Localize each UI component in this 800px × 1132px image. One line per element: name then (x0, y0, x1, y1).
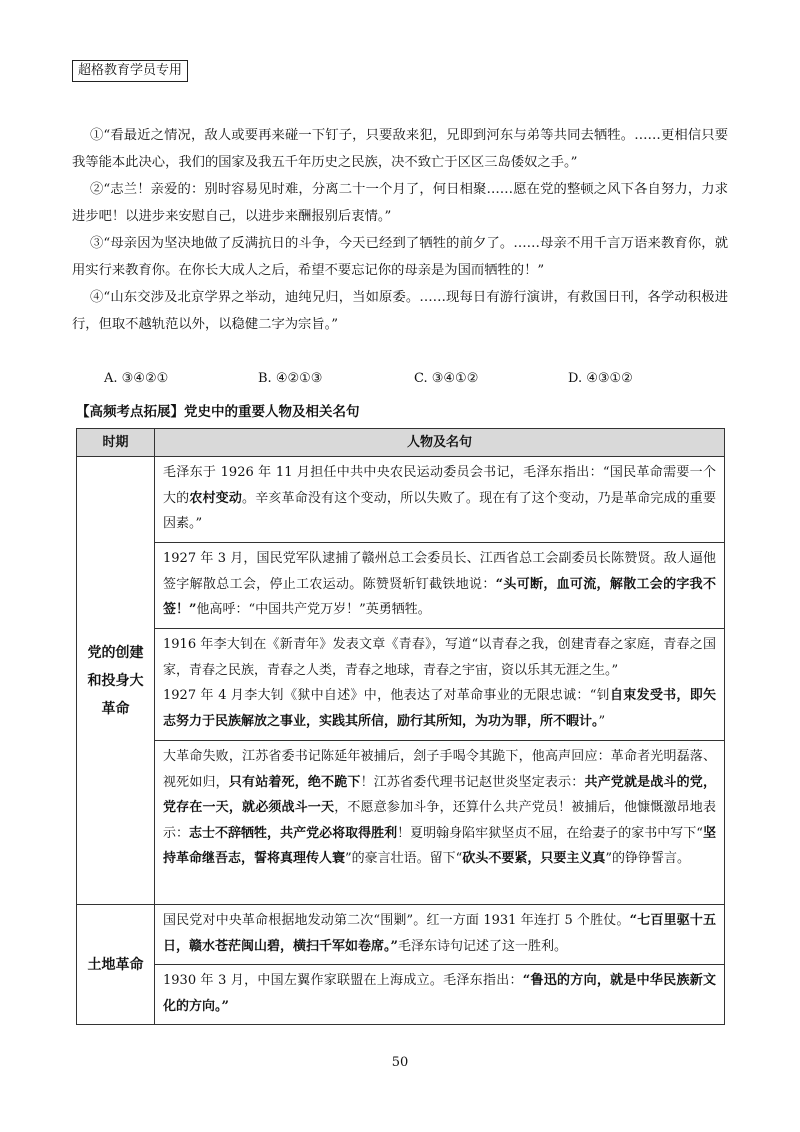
table-row (77, 741, 725, 905)
header-figures: 人物及名句 (155, 429, 725, 457)
table-row (77, 543, 725, 629)
option-d: D. ④③①② (568, 371, 633, 386)
passage-3: ③“母亲因为坚决地做了反满抗日的斗争，今天已经到了牺牲的前夕了。……母亲不用千言万语来教育你，就用实行来教育你。在你长大成人之后，希望不要忘记你的母亲是为国而牺牲的！” (72, 236, 728, 278)
quote-cell: 1930 年 3 月，中国左翼作家联盟在上海成立。毛泽东指出：“鲁迅的方向，就是中华民族新文化的方向。” (155, 965, 725, 1025)
figures-table (76, 428, 725, 1025)
answer-options (104, 368, 704, 390)
table-row (77, 965, 725, 1025)
table-row (77, 629, 725, 741)
quote-cell: 1927 年 3 月，国民党军队逮捕了赣州总工会委员长、江西省总工会副委员长陈赞贤。敌人逼他签字解散总工会，停止工农运动。陈赞贤斩钉截铁地说：“头可断，血可流，解散工会的字我不签！”他高呼：“中国共产党万岁！”英勇牺牲。 (155, 543, 725, 629)
table-row (77, 457, 725, 543)
option-a: A. ③④②① (104, 371, 169, 386)
header-label: 超格教育学员专用 (72, 60, 188, 82)
option-b: B. ④②①③ (258, 371, 323, 386)
table-row (77, 905, 725, 965)
passage-1: ①“看最近之情况，敌人或要再来碰一下钉子，只要敌来犯，兄即到河东与弟等共同去牺牲。……更相信只要我等能本此决心，我们的国家及我五千年历史之民族，决不致亡于区区三岛倭奴之手。” (72, 128, 728, 170)
quote-cell: 1916 年李大钊在《新青年》发表文章《青春》，写道“以青春之我，创建青春之家庭，青春之国家，青春之民族，青春之人类，青春之地球，青春之宇宙，资以乐其无涯之生。” 1927 年 4 月李大钊《狱中自述》中，他表达了对革命事业的无限忠诚：“钊自束发受书，即矢志努力于民族解放之事业，实践其所信，励行其所知，为功为罪，所不暇计。” (155, 629, 725, 741)
page-number: 50 (391, 1055, 409, 1070)
period-cell: 土地革命 (77, 905, 155, 1025)
period-cell: 党的创建和投身大革命 (77, 457, 155, 905)
section-title: 【高频考点拓展】党史中的重要人物及相关名句 (76, 404, 360, 420)
quote-cell: 大革命失败，江苏省委书记陈延年被捕后，刽子手喝令其跪下，他高声回应：革命者光明磊落、视死如归，只有站着死，绝不跪下！江苏省委代理书记赵世炎坚定表示：共产党就是战斗的党，党存在一天，就必须战斗一天，不愿意参加斗争，还算什么共产党员！被捕后，他慷慨激昂地表示：志士不辞牺牲，共产党必将取得胜利！夏明翰身陷牢狱坚贞不屈，在给妻子的家书中写下“坚持革命继吾志，誓将真理传人寰”的豪言壮语。留下“砍头不要紧，只要主义真”的铮铮誓言。 (155, 741, 725, 905)
passage-2: ②“志兰！亲爱的：别时容易见时难，分离二十一个月了，何日相聚……愿在党的整顿之风下各自努力，力求进步吧！以进步来安慰自己，以进步来酬报别后衷情。” (72, 182, 728, 224)
table-header-row (77, 429, 725, 457)
quote-cell: 国民党对中央革命根据地发动第二次“围剿”。红一方面 1931 年连打 5 个胜仗。“七百里驱十五日，赣水苍茫闽山碧，横扫千军如卷席。”毛泽东诗句记述了这一胜利。 (155, 905, 725, 965)
option-c: C. ③④①② (414, 371, 479, 386)
quote-cell: 毛泽东于 1926 年 11 月担任中共中央农民运动委员会书记，毛泽东指出：“国民革命需要一个大的农村变动。辛亥革命没有这个变动，所以失败了。现在有了这个变动，乃是革命完成的重要因素。” (155, 457, 725, 543)
header-period: 时期 (77, 429, 155, 457)
passage-4: ④“山东交涉及北京学界之举动，迪纯兄归，当如原委。……现每日有游行演讲，有救国日刊，各学动积极进行，但取不越轨范以外，以稳健二字为宗旨。” (72, 290, 728, 332)
